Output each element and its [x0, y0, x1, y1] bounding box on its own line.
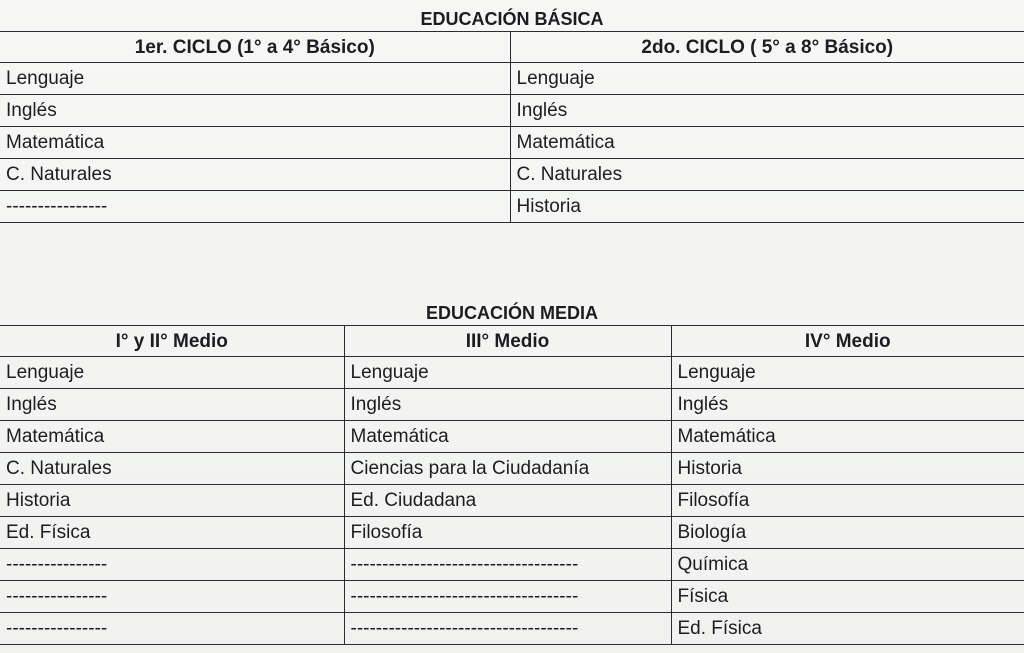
table-cell: Matemática: [344, 421, 671, 453]
table-cell: Inglés: [510, 95, 1024, 127]
table-row: [0, 63, 1024, 95]
table-cell: Matemática: [510, 127, 1024, 159]
educacion-media-title: EDUCACIÓN MEDIA: [0, 300, 1024, 326]
educacion-basica-table: [0, 6, 1024, 223]
table-row: [0, 127, 1024, 159]
table-cell: Ciencias para la Ciudadanía: [344, 453, 671, 485]
table-cell: Ed. Física: [0, 517, 344, 549]
table-cell: ----------------: [0, 191, 510, 223]
table-row: [0, 191, 1024, 223]
table-cell: Física: [671, 581, 1024, 613]
table-cell: Inglés: [0, 389, 344, 421]
table-cell: Filosofía: [671, 485, 1024, 517]
table-cell: Ed. Física: [671, 613, 1024, 645]
table-row: [0, 95, 1024, 127]
table-cell: Lenguaje: [671, 357, 1024, 389]
table-cell: ------------------------------------: [344, 613, 671, 645]
table-cell: Matemática: [0, 421, 344, 453]
table-cell: Filosofía: [344, 517, 671, 549]
table-cell: Ed. Ciudadana: [344, 485, 671, 517]
table-cell: Lenguaje: [0, 63, 510, 95]
table-cell: Matemática: [0, 127, 510, 159]
table-cell: Inglés: [0, 95, 510, 127]
header-iv-medio: IV° Medio: [671, 326, 1024, 357]
table-row: [0, 517, 1024, 549]
header-segundo-ciclo: 2do. CICLO ( 5° a 8° Básico): [510, 32, 1024, 63]
table-cell: Inglés: [671, 389, 1024, 421]
table-cell: Historia: [0, 485, 344, 517]
table-cell: Historia: [510, 191, 1024, 223]
table-cell: Biología: [671, 517, 1024, 549]
table-cell: Lenguaje: [510, 63, 1024, 95]
table-row: [0, 581, 1024, 613]
table-cell: C. Naturales: [0, 159, 510, 191]
table-row: [0, 159, 1024, 191]
table-row: [0, 549, 1024, 581]
table-cell: Historia: [671, 453, 1024, 485]
header-iii-medio: III° Medio: [344, 326, 671, 357]
table-cell: ------------------------------------: [344, 549, 671, 581]
table-cell: C. Naturales: [510, 159, 1024, 191]
table-row: [0, 389, 1024, 421]
table-row: [0, 357, 1024, 389]
header-primer-ciclo: 1er. CICLO (1° a 4° Básico): [0, 32, 510, 63]
table-cell: Lenguaje: [344, 357, 671, 389]
table-cell: ------------------------------------: [344, 581, 671, 613]
table-cell: ----------------: [0, 613, 344, 645]
table-row: [0, 421, 1024, 453]
table-cell: C. Naturales: [0, 453, 344, 485]
table-cell: ----------------: [0, 549, 344, 581]
educacion-media-table: [0, 300, 1024, 645]
table-cell: ----------------: [0, 581, 344, 613]
educacion-basica-title: EDUCACIÓN BÁSICA: [0, 6, 1024, 32]
table-cell: Inglés: [344, 389, 671, 421]
header-i-ii-medio: I° y II° Medio: [0, 326, 344, 357]
table-cell: Lenguaje: [0, 357, 344, 389]
table-row: [0, 453, 1024, 485]
table-cell: Matemática: [671, 421, 1024, 453]
table-row: [0, 613, 1024, 645]
table-cell: Química: [671, 549, 1024, 581]
table-row: [0, 485, 1024, 517]
